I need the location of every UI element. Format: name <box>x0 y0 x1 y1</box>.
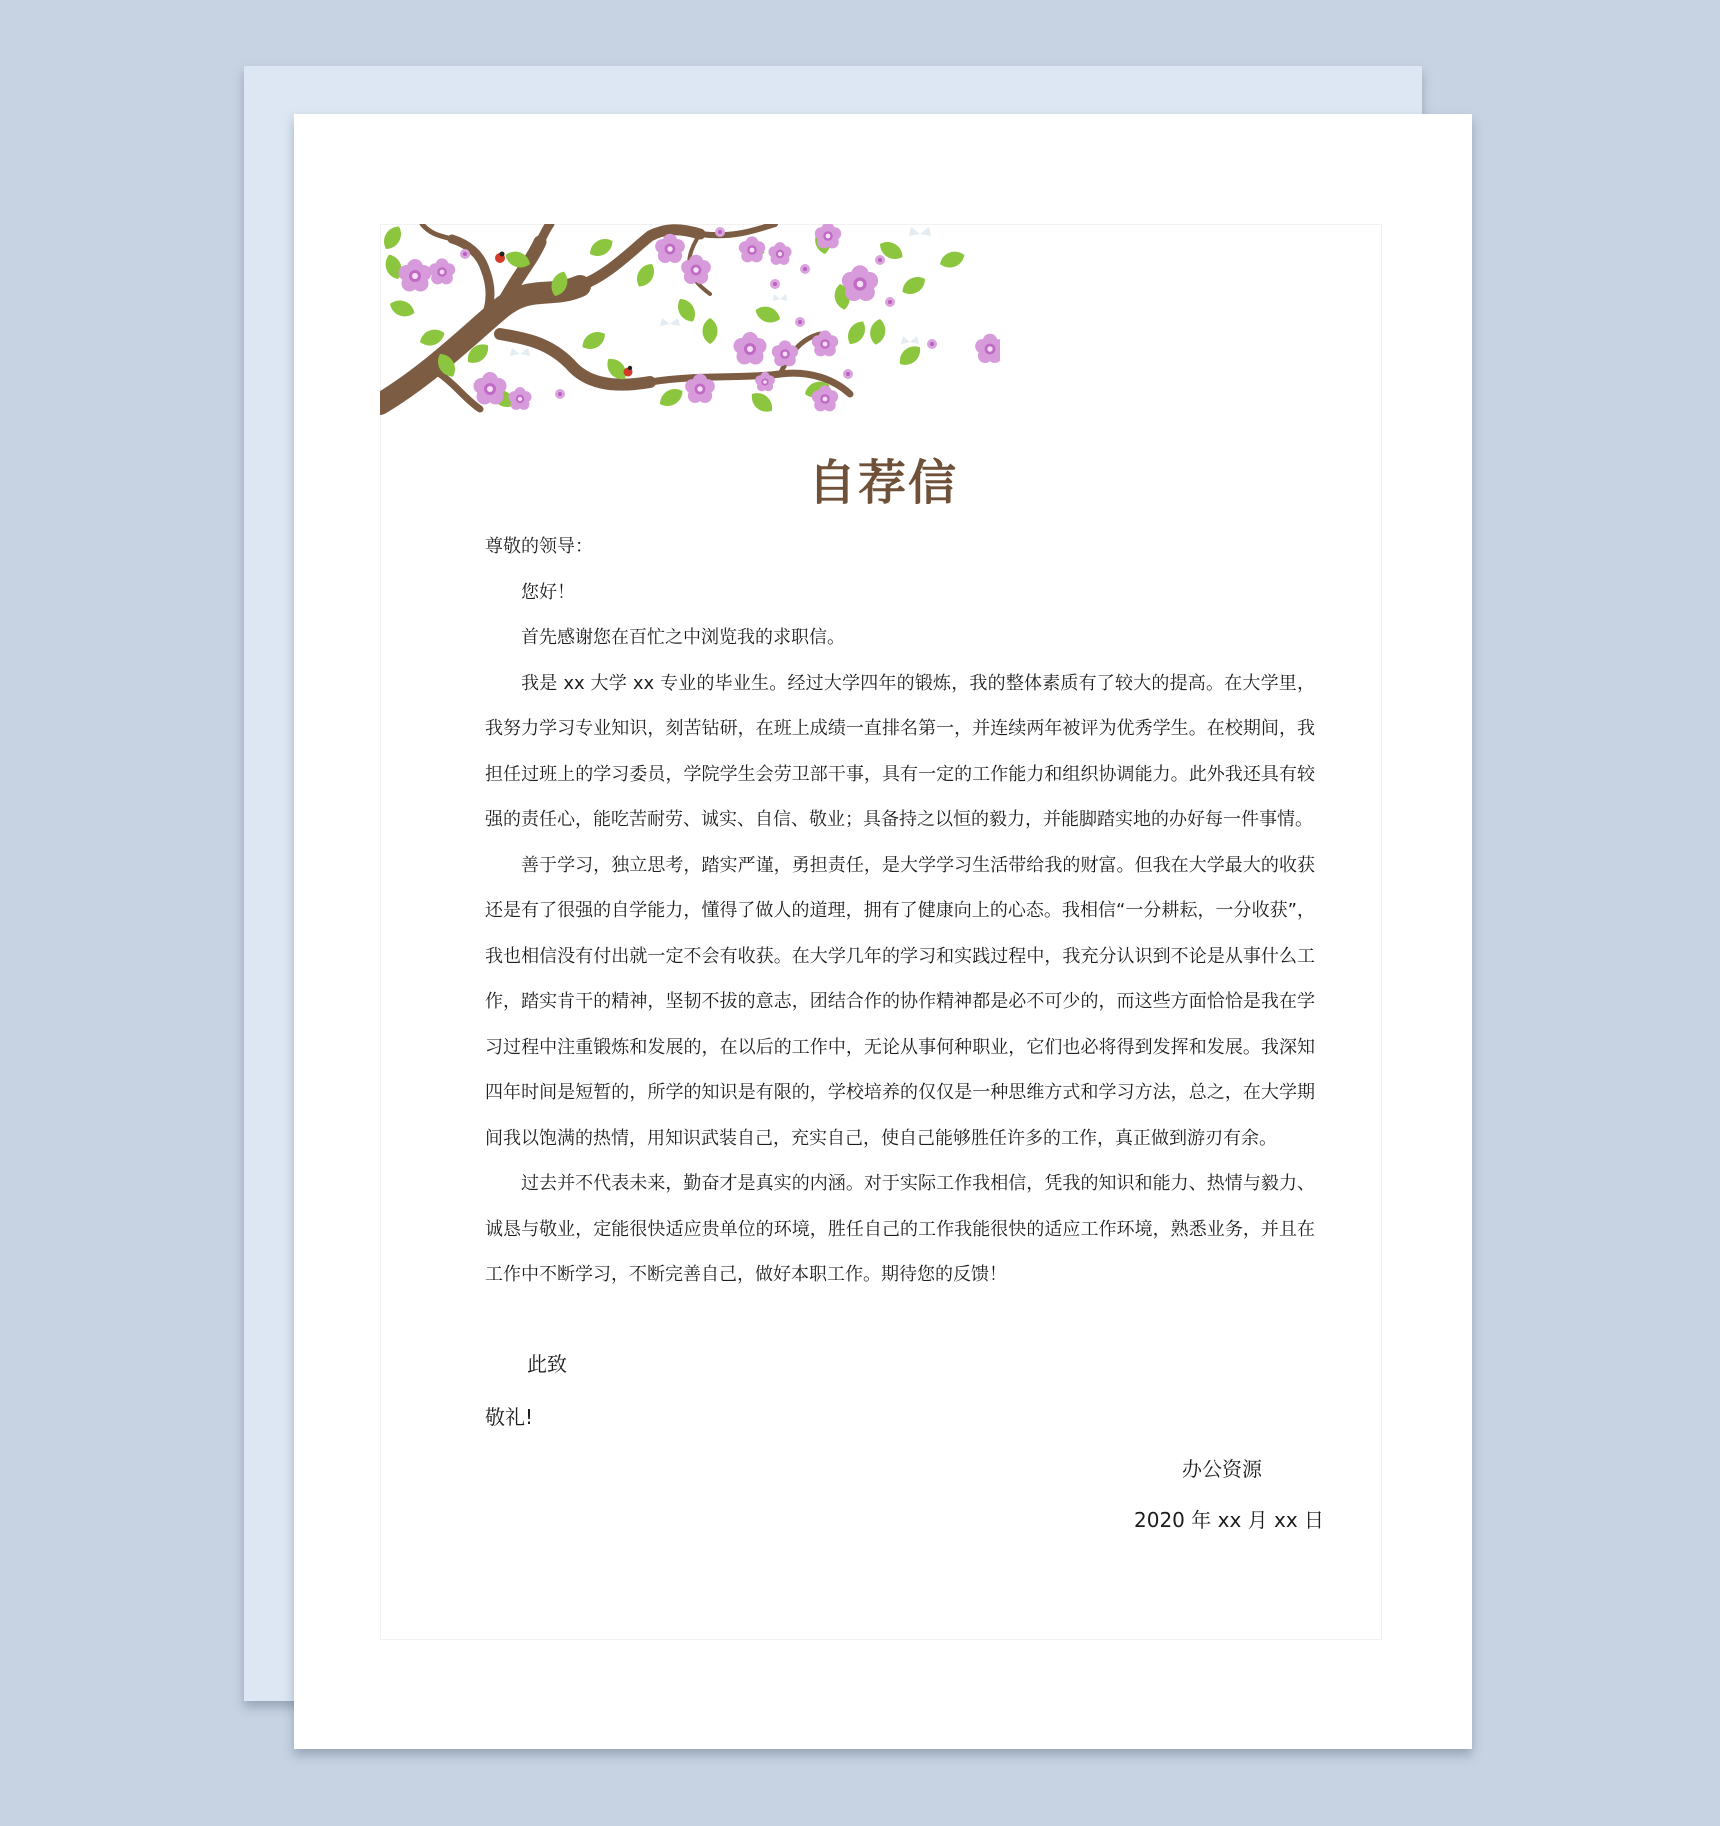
letter-paper-sheet <box>294 114 1472 1749</box>
letter-body <box>485 524 1315 1298</box>
greeting: 您好！ <box>521 581 575 603</box>
closing-salute: 敬礼! <box>485 1405 534 1429</box>
body-paragraph: 我是 xx 大学 xx 专业的毕业生。经过大学四年的锻炼，我的整体素质有了较大的提高。在大学里，我努力学习专业知识，刻苦钻研，在班上成绩一直排名第一，并连续两年被评为优秀学生。在校期间，我担任过班上的学习委员，学院学生会劳卫部干事，具有一定的工作能力和组织协调能力。此外我还具有较强的责任心，能吃苦耐劳、诚实、自信、敬业；具备持之以恒的毅力，并能脚踏实地的办好每一件事情。 <box>485 672 1315 830</box>
body-paragraph: 过去并不代表未来，勤奋才是真实的内涵。对于实际工作我相信，凭我的知识和能力、热情与毅力、诚恳与敬业，定能很快适应贵单位的环境，胜任自己的工作我能很快的适应工作环境，熟悉业务，并且在工作中不断学习，不断完善自己，做好本职工作。期待您的反馈！ <box>485 1173 1315 1285</box>
letter-title: 自荐信 <box>807 455 958 511</box>
signature: 办公资源 <box>1182 1457 1262 1481</box>
body-paragraph: 首先感谢您在百忙之中浏览我的求职信。 <box>521 627 845 648</box>
letter-date: 2020 年 xx 月 xx 日 <box>1134 1508 1325 1532</box>
closing-phrase: 此致 <box>527 1352 567 1376</box>
blossom-branch-illustration <box>380 224 1000 439</box>
salutation: 尊敬的领导： <box>485 536 593 557</box>
body-paragraph: 善于学习，独立思考，踏实严谨，勇担责任，是大学学习生活带给我的财富。但我在大学最大的收获还是有了很强的自学能力，懂得了做人的道理，拥有了健康向上的心态。我相信“一分耕耘，一分收获”，我也相信没有付出就一定不会有收获。在大学几年的学习和实践过程中，我充分认识到不论是从事什么工作，踏实肯干的精神，坚韧不拔的意志，团结合作的协作精神都是必不可少的，而这些方面恰恰是我在学习过程中注重锻炼和发展的，在以后的工作中，无论从事何种职业，它们也必将得到发挥和发展。我深知四年时间是短暂的，所学的知识是有限的，学校培养的仅仅是一种思维方式和学习方法，总之，在大学期间我以饱满的热情，用知识武装自己，充实自己，使自己能够胜任许多的工作，真正做到游刃有余。 <box>485 854 1315 1149</box>
